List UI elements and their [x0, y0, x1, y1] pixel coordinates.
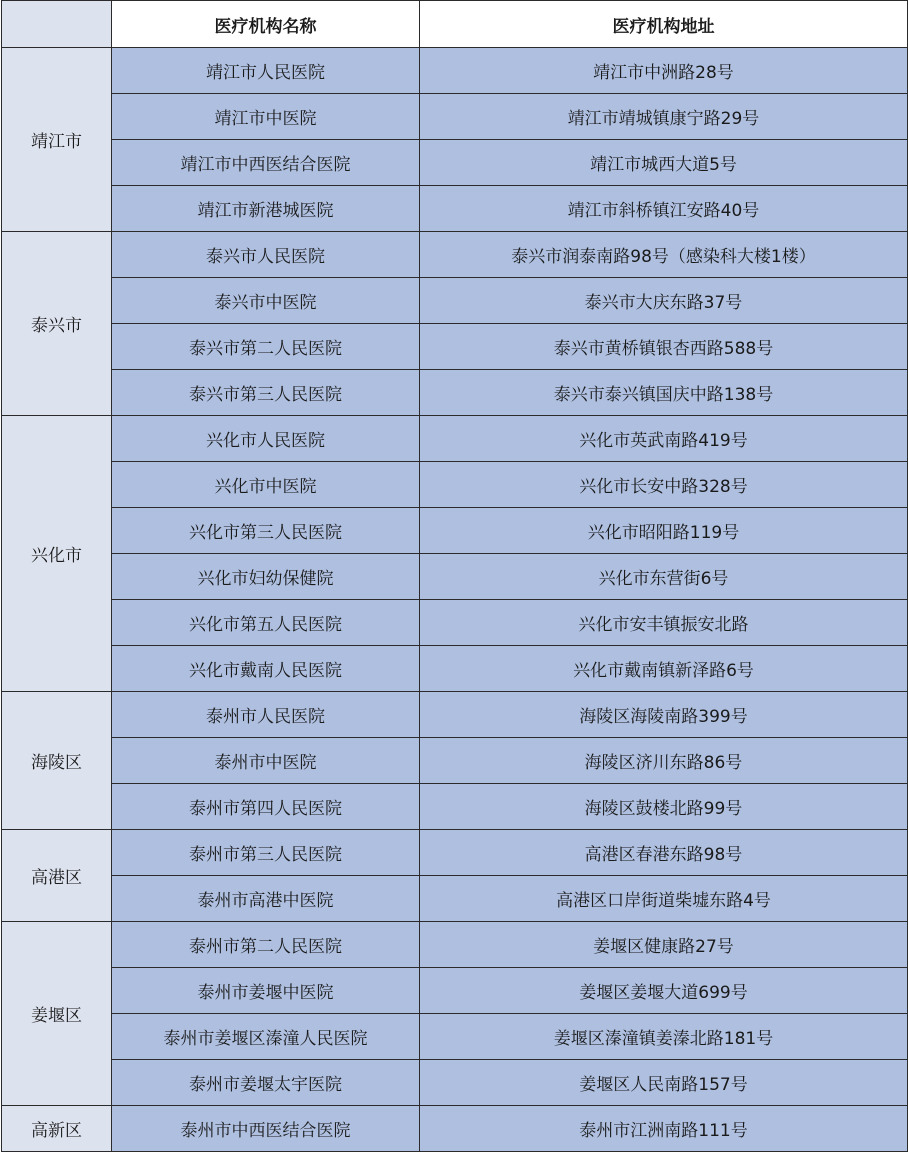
hospital-address: 靖江市城西大道5号 [420, 140, 908, 186]
hospital-address: 泰兴市润泰南路98号（感染科大楼1楼） [420, 232, 908, 278]
hospital-name: 兴化市中医院 [112, 462, 420, 508]
hospital-name: 泰州市第三人民医院 [112, 830, 420, 876]
header-name: 医疗机构名称 [112, 1, 420, 48]
hospital-address: 兴化市东营街6号 [420, 554, 908, 600]
table-row [2, 1106, 908, 1152]
region-cell: 高港区 [2, 830, 112, 922]
hospital-name: 泰兴市人民医院 [112, 232, 420, 278]
region-cell: 姜堰区 [2, 922, 112, 1106]
hospital-address: 泰兴市黄桥镇银杏西路588号 [420, 324, 908, 370]
hospital-address: 姜堰区溱潼镇姜溱北路181号 [420, 1014, 908, 1060]
hospital-name: 泰州市中医院 [112, 738, 420, 784]
hospital-name: 泰兴市中医院 [112, 278, 420, 324]
hospital-address: 高港区春港东路98号 [420, 830, 908, 876]
hospital-address: 兴化市昭阳路119号 [420, 508, 908, 554]
header-address: 医疗机构地址 [420, 1, 908, 48]
hospital-address: 泰兴市泰兴镇国庆中路138号 [420, 370, 908, 416]
hospital-name: 泰州市姜堰太宇医院 [112, 1060, 420, 1106]
table-row [2, 1014, 908, 1060]
hospital-address: 兴化市英武南路419号 [420, 416, 908, 462]
table-row [2, 784, 908, 830]
table-row [2, 600, 908, 646]
hospital-name: 泰州市姜堰区溱潼人民医院 [112, 1014, 420, 1060]
table-row [2, 186, 908, 232]
hospital-address: 姜堰区健康路27号 [420, 922, 908, 968]
hospital-name: 靖江市中医院 [112, 94, 420, 140]
table-row [2, 968, 908, 1014]
hospital-name: 泰州市高港中医院 [112, 876, 420, 922]
hospital-name: 泰州市姜堰中医院 [112, 968, 420, 1014]
table-row [2, 738, 908, 784]
hospital-name: 兴化市人民医院 [112, 416, 420, 462]
table-row [2, 554, 908, 600]
hospital-address: 兴化市长安中路328号 [420, 462, 908, 508]
region-cell: 泰兴市 [2, 232, 112, 416]
hospital-address: 海陵区海陵南路399号 [420, 692, 908, 738]
hospital-address: 姜堰区人民南路157号 [420, 1060, 908, 1106]
hospital-address: 兴化市戴南镇新泽路6号 [420, 646, 908, 692]
hospital-name: 兴化市戴南人民医院 [112, 646, 420, 692]
table-row [2, 94, 908, 140]
hospital-name: 泰兴市第二人民医院 [112, 324, 420, 370]
hospital-name: 泰州市中西医结合医院 [112, 1106, 420, 1152]
table-row [2, 140, 908, 186]
hospital-name: 兴化市第三人民医院 [112, 508, 420, 554]
table-row [2, 48, 908, 94]
hospital-address: 海陵区济川东路86号 [420, 738, 908, 784]
hospital-name: 靖江市人民医院 [112, 48, 420, 94]
hospital-name: 靖江市中西医结合医院 [112, 140, 420, 186]
table-row [2, 692, 908, 738]
region-cell: 兴化市 [2, 416, 112, 692]
hospital-address: 泰州市江洲南路111号 [420, 1106, 908, 1152]
region-cell: 高新区 [2, 1106, 112, 1152]
hospital-name: 靖江市新港城医院 [112, 186, 420, 232]
hospital-address: 姜堰区姜堰大道699号 [420, 968, 908, 1014]
hospital-address: 高港区口岸街道柴墟东路4号 [420, 876, 908, 922]
table-row [2, 876, 908, 922]
table-row [2, 324, 908, 370]
table-row [2, 370, 908, 416]
table-row [2, 508, 908, 554]
header-region [2, 1, 112, 48]
table-row [2, 462, 908, 508]
hospital-address: 靖江市斜桥镇江安路40号 [420, 186, 908, 232]
hospital-address: 靖江市中洲路28号 [420, 48, 908, 94]
hospital-name: 兴化市妇幼保健院 [112, 554, 420, 600]
table-row [2, 1060, 908, 1106]
hospital-address: 兴化市安丰镇振安北路 [420, 600, 908, 646]
header-row [2, 1, 908, 48]
region-cell: 靖江市 [2, 48, 112, 232]
table-row [2, 646, 908, 692]
hospital-name: 泰州市第四人民医院 [112, 784, 420, 830]
hospital-name: 泰州市第二人民医院 [112, 922, 420, 968]
table-row [2, 922, 908, 968]
hospital-name: 泰州市人民医院 [112, 692, 420, 738]
table-row [2, 416, 908, 462]
hospital-name: 兴化市第五人民医院 [112, 600, 420, 646]
region-cell: 海陵区 [2, 692, 112, 830]
hospital-address: 泰兴市大庆东路37号 [420, 278, 908, 324]
table-row [2, 232, 908, 278]
table-row [2, 278, 908, 324]
hospital-name: 泰兴市第三人民医院 [112, 370, 420, 416]
hospital-table [1, 0, 908, 1152]
hospital-address: 靖江市靖城镇康宁路29号 [420, 94, 908, 140]
table-row [2, 830, 908, 876]
hospital-address: 海陵区鼓楼北路99号 [420, 784, 908, 830]
